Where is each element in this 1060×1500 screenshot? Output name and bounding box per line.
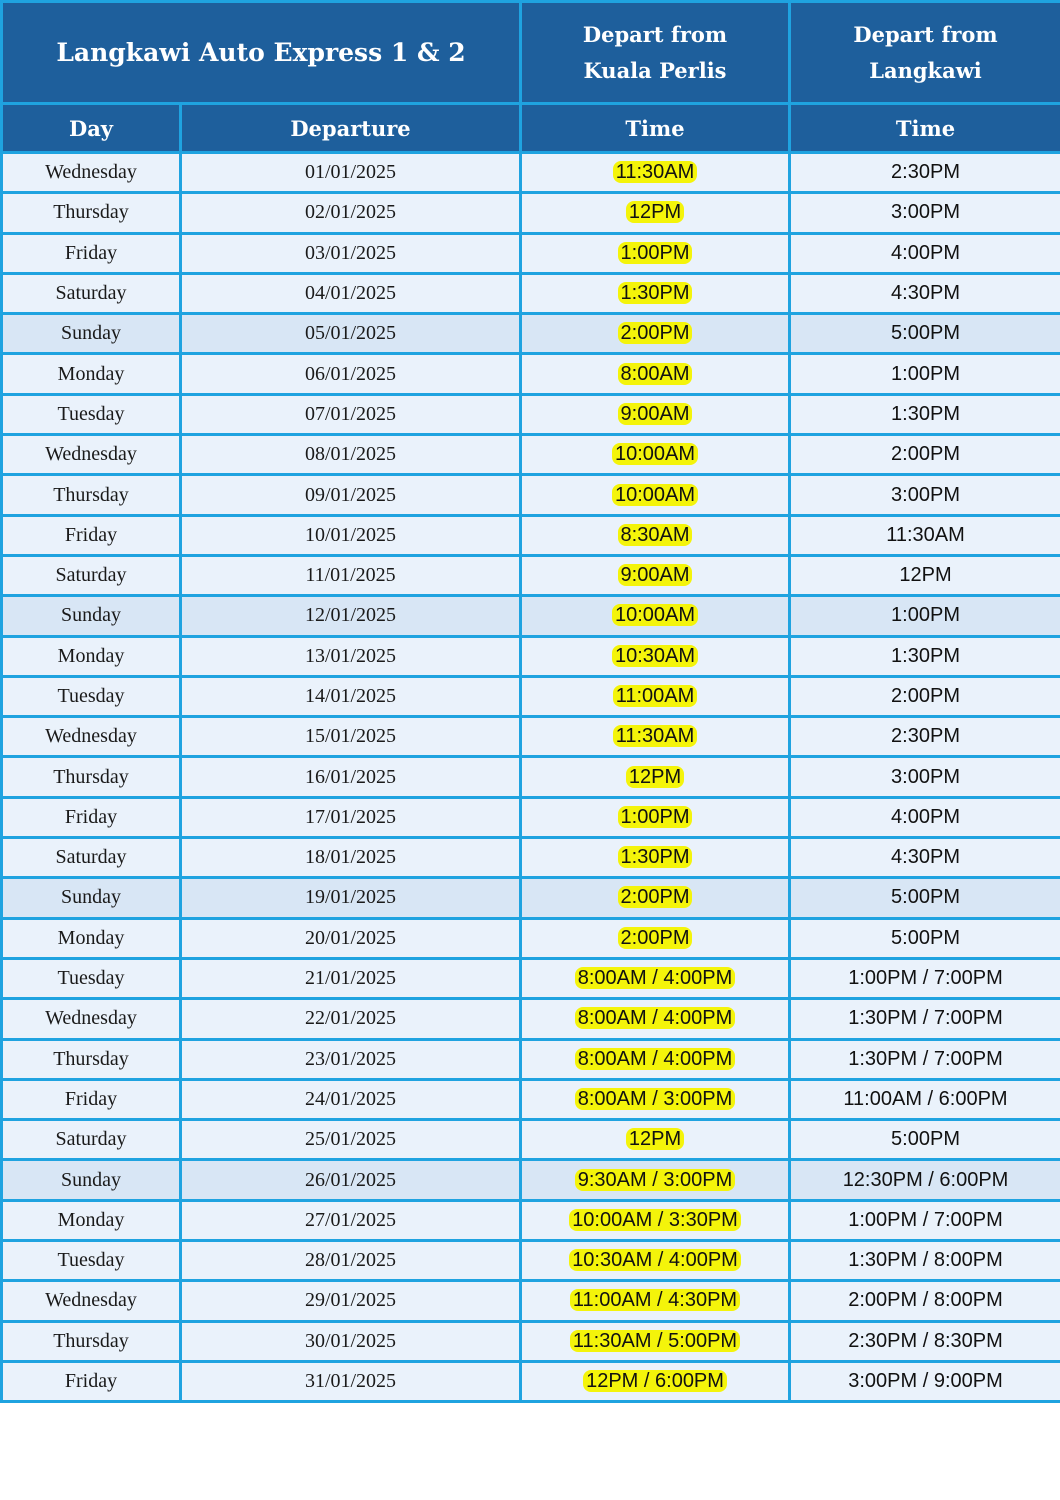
day-cell: [2, 1120, 181, 1160]
kuala-perlis-time-cell: [521, 475, 790, 515]
kuala-perlis-time-cell: [521, 717, 790, 757]
departure-date-cell: [181, 878, 521, 918]
langkawi-time-cell: [790, 1200, 1060, 1240]
day-cell: [2, 515, 181, 555]
kuala-perlis-time-cell: [521, 1039, 790, 1079]
departure-date-cell-text: 01/01/2025: [304, 161, 397, 184]
langkawi-time-cell-text: 12:30PM / 6:00PM: [842, 1168, 1009, 1191]
kuala-perlis-time-cell: [521, 596, 790, 636]
day-cell-text: Monday: [57, 362, 125, 385]
departure-date-cell-text: 14/01/2025: [304, 685, 397, 707]
kuala-perlis-time-cell: [521, 314, 790, 354]
day-cell-text: Friday: [64, 1087, 118, 1110]
day-cell: [2, 314, 181, 354]
departure-date-cell: [181, 838, 521, 878]
table-row: [2, 1281, 1060, 1321]
langkawi-time-cell: [790, 958, 1060, 998]
kuala-perlis-time-cell-text: 2:00PM: [618, 927, 693, 949]
langkawi-time-cell: [790, 1361, 1060, 1401]
table-row: [2, 1160, 1060, 1200]
departure-date-cell: [181, 797, 521, 837]
day-cell: [2, 555, 181, 595]
day-cell-text: Monday: [57, 1208, 125, 1231]
table-row: [2, 797, 1060, 837]
kuala-perlis-time-cell-text: 11:30AM: [613, 161, 698, 183]
day-cell-text: Friday: [64, 241, 118, 264]
table-row: [2, 717, 1060, 757]
departure-date-cell: [181, 394, 521, 434]
day-cell-text: Tuesday: [57, 1249, 125, 1272]
day-cell: [2, 797, 181, 837]
langkawi-time-cell: [790, 435, 1060, 475]
departure-date-cell-text: 09/01/2025: [304, 483, 397, 506]
column-header-time-langkawi: Time: [790, 104, 1060, 153]
day-cell: [2, 838, 181, 878]
column-header-departure: Departure: [181, 104, 521, 153]
day-cell: [2, 1160, 181, 1200]
kuala-perlis-time-cell-text: 2:00PM: [618, 322, 693, 344]
kuala-perlis-time-cell-text: 2:00PM: [618, 886, 693, 908]
day-cell: [2, 1241, 181, 1281]
kuala-perlis-time-cell-text: 10:30AM / 4:00PM: [569, 1249, 741, 1271]
departure-date-cell-text: 05/01/2025: [304, 322, 397, 345]
day-cell: [2, 757, 181, 797]
day-cell: [2, 1281, 181, 1321]
langkawi-time-cell-text: 3:00PM: [891, 483, 960, 506]
kuala-perlis-time-cell: [521, 636, 790, 676]
departure-date-cell: [181, 1281, 521, 1321]
langkawi-time-cell-text: 4:30PM: [891, 846, 960, 869]
kuala-perlis-time-cell-text: 10:00AM: [612, 604, 698, 626]
table-row: [2, 314, 1060, 354]
kuala-perlis-time-cell: [521, 435, 790, 475]
day-cell-text: Sunday: [61, 604, 121, 627]
table-row: [2, 1200, 1060, 1240]
departure-date-cell-text: 15/01/2025: [304, 725, 397, 748]
langkawi-time-cell-text: 5:00PM: [891, 1128, 960, 1151]
langkawi-time-cell: [790, 475, 1060, 515]
day-cell-text: Thursday: [53, 1329, 129, 1352]
day-cell: [2, 717, 181, 757]
departure-date-cell-text: 18/01/2025: [304, 846, 397, 869]
langkawi-time-cell-text: 2:30PM: [891, 725, 960, 748]
langkawi-time-cell-text: 3:00PM: [891, 201, 960, 224]
day-cell-text: Wednesday: [45, 161, 137, 184]
kuala-perlis-time-cell-text: 1:00PM: [618, 806, 693, 828]
departure-date-cell-text: 03/01/2025: [304, 241, 397, 264]
langkawi-time-cell-text: 11:00AM / 6:00PM: [843, 1087, 1008, 1110]
langkawi-time-cell: [790, 515, 1060, 555]
departure-date-cell-text: 30/01/2025: [304, 1329, 397, 1352]
day-cell-text: Tuesday: [57, 685, 125, 707]
title-row: [2, 2, 1060, 104]
kuala-perlis-time-cell: [521, 1361, 790, 1401]
departure-date-cell: [181, 193, 521, 233]
langkawi-time-cell-text: 3:00PM / 9:00PM: [848, 1370, 1003, 1393]
departure-date-cell-text: 29/01/2025: [304, 1289, 397, 1312]
departure-date-cell: [181, 314, 521, 354]
table-row: [2, 636, 1060, 676]
route-header-langkawi: [790, 2, 1060, 104]
langkawi-time-cell: [790, 153, 1060, 193]
departure-date-cell: [181, 1321, 521, 1361]
kuala-perlis-time-cell: [521, 958, 790, 998]
departure-date-cell-text: 20/01/2025: [304, 926, 397, 949]
table-row: [2, 475, 1060, 515]
langkawi-time-cell: [790, 596, 1060, 636]
table-row: [2, 354, 1060, 394]
departure-date-cell-text: 13/01/2025: [304, 644, 397, 667]
day-cell-text: Monday: [57, 644, 125, 667]
langkawi-time-cell: [790, 314, 1060, 354]
departure-date-cell-text: 07/01/2025: [304, 402, 397, 425]
day-cell-text: Monday: [57, 926, 125, 949]
day-cell: [2, 636, 181, 676]
langkawi-time-cell: [790, 1241, 1060, 1281]
kuala-perlis-time-cell: [521, 394, 790, 434]
langkawi-time-cell-text: 5:00PM: [891, 322, 960, 345]
departure-date-cell-text: 04/01/2025: [304, 282, 397, 305]
route-header-line: Depart from: [582, 21, 728, 47]
langkawi-time-cell: [790, 394, 1060, 434]
day-cell-text: Tuesday: [57, 967, 125, 990]
departure-date-cell: [181, 475, 521, 515]
langkawi-time-cell: [790, 636, 1060, 676]
kuala-perlis-time-cell-text: 11:30AM: [613, 725, 698, 747]
table-row: [2, 273, 1060, 313]
kuala-perlis-time-cell-text: 12PM: [626, 1128, 684, 1150]
column-header-row: [2, 104, 1060, 153]
day-cell: [2, 233, 181, 273]
table-row: [2, 676, 1060, 716]
kuala-perlis-time-cell-text: 8:00AM / 3:00PM: [575, 1088, 736, 1110]
table-row: [2, 1361, 1060, 1401]
departure-date-cell-text: 12/01/2025: [304, 604, 397, 627]
langkawi-time-cell-text: 1:00PM: [891, 362, 960, 385]
langkawi-time-cell: [790, 354, 1060, 394]
route-header-line: Kuala Perlis: [583, 57, 727, 83]
kuala-perlis-time-cell: [521, 233, 790, 273]
kuala-perlis-time-cell-text: 1:30PM: [618, 846, 693, 868]
departure-date-cell-text: 17/01/2025: [304, 805, 397, 828]
day-cell-text: Saturday: [55, 1128, 127, 1151]
table-row: [2, 515, 1060, 555]
table-row: [2, 878, 1060, 918]
day-cell: [2, 1321, 181, 1361]
day-cell-text: Saturday: [55, 282, 127, 305]
kuala-perlis-time-cell-text: 12PM: [626, 201, 684, 223]
departure-date-cell: [181, 757, 521, 797]
langkawi-time-cell: [790, 757, 1060, 797]
route-header-line: Depart from: [853, 21, 998, 47]
langkawi-time-cell: [790, 1281, 1060, 1321]
day-cell: [2, 153, 181, 193]
day-cell: [2, 193, 181, 233]
departure-date-cell: [181, 1079, 521, 1119]
day-cell: [2, 999, 181, 1039]
langkawi-time-cell: [790, 1120, 1060, 1160]
departure-date-cell-text: 23/01/2025: [304, 1047, 397, 1070]
schedule-title: Langkawi Auto Express 1 & 2: [2, 2, 521, 104]
day-cell-text: Wednesday: [45, 443, 137, 466]
langkawi-time-cell-text: 2:00PM: [891, 443, 960, 466]
departure-date-cell: [181, 354, 521, 394]
langkawi-time-cell-text: 1:30PM: [891, 644, 960, 667]
route-header-kuala-perlis: [521, 2, 790, 104]
kuala-perlis-time-cell: [521, 1281, 790, 1321]
departure-date-cell-text: 16/01/2025: [304, 765, 397, 788]
day-cell: [2, 958, 181, 998]
departure-date-cell: [181, 153, 521, 193]
kuala-perlis-time-cell-text: 11:00AM: [613, 685, 698, 707]
kuala-perlis-time-cell-text: 8:00AM / 4:00PM: [575, 967, 736, 989]
departure-date-cell: [181, 1160, 521, 1200]
day-cell-text: Saturday: [55, 564, 127, 587]
langkawi-time-cell-text: 2:30PM: [891, 161, 960, 184]
day-cell: [2, 273, 181, 313]
langkawi-time-cell: [790, 1321, 1060, 1361]
route-header-line: Langkawi: [869, 57, 982, 83]
kuala-perlis-time-cell-text: 1:30PM: [618, 282, 693, 304]
departure-date-cell: [181, 717, 521, 757]
kuala-perlis-time-cell: [521, 838, 790, 878]
table-row: [2, 435, 1060, 475]
departure-date-cell-text: 19/01/2025: [304, 886, 397, 909]
day-cell: [2, 1361, 181, 1401]
departure-date-cell: [181, 1241, 521, 1281]
day-cell: [2, 676, 181, 716]
day-cell-text: Friday: [64, 1370, 118, 1393]
langkawi-time-cell: [790, 918, 1060, 958]
langkawi-time-cell-text: 2:30PM / 8:30PM: [848, 1329, 1003, 1352]
kuala-perlis-time-cell-text: 8:00AM: [618, 363, 693, 385]
langkawi-time-cell-text: 4:00PM: [891, 805, 960, 828]
departure-date-cell: [181, 958, 521, 998]
kuala-perlis-time-cell-text: 11:30AM / 5:00PM: [570, 1330, 740, 1352]
day-cell: [2, 1200, 181, 1240]
langkawi-time-cell-text: 1:30PM / 8:00PM: [848, 1249, 1003, 1272]
departure-date-cell: [181, 1039, 521, 1079]
kuala-perlis-time-cell: [521, 757, 790, 797]
day-cell: [2, 1039, 181, 1079]
departure-date-cell: [181, 515, 521, 555]
table-row: [2, 1241, 1060, 1281]
table-row: [2, 1321, 1060, 1361]
langkawi-time-cell-text: 1:30PM / 7:00PM: [848, 1007, 1003, 1030]
departure-date-cell-text: 26/01/2025: [304, 1168, 397, 1191]
langkawi-time-cell: [790, 838, 1060, 878]
langkawi-time-cell-text: 1:30PM: [891, 402, 960, 425]
day-cell: [2, 394, 181, 434]
langkawi-time-cell-text: 3:00PM: [891, 765, 960, 788]
departure-date-cell: [181, 1200, 521, 1240]
kuala-perlis-time-cell-text: 10:00AM / 3:30PM: [569, 1209, 741, 1231]
langkawi-time-cell: [790, 193, 1060, 233]
day-cell-text: Friday: [64, 523, 118, 546]
day-cell: [2, 596, 181, 636]
day-cell-text: Saturday: [55, 846, 127, 869]
departure-date-cell: [181, 918, 521, 958]
departure-date-cell: [181, 636, 521, 676]
kuala-perlis-time-cell: [521, 354, 790, 394]
day-cell-text: Thursday: [53, 483, 129, 506]
kuala-perlis-time-cell: [521, 1079, 790, 1119]
departure-date-cell-text: 31/01/2025: [304, 1370, 397, 1393]
departure-date-cell: [181, 273, 521, 313]
kuala-perlis-time-cell: [521, 1241, 790, 1281]
langkawi-time-cell-text: 1:00PM: [891, 604, 960, 627]
day-cell: [2, 918, 181, 958]
departure-date-cell-text: 24/01/2025: [304, 1087, 397, 1110]
langkawi-time-cell-text: 4:00PM: [891, 241, 960, 264]
departure-date-cell-text: 21/01/2025: [304, 967, 397, 990]
departure-date-cell: [181, 999, 521, 1039]
langkawi-time-cell-text: 1:30PM / 7:00PM: [848, 1047, 1003, 1070]
table-row: [2, 1039, 1060, 1079]
departure-date-cell-text: 25/01/2025: [304, 1128, 397, 1151]
day-cell-text: Sunday: [61, 1168, 121, 1191]
departure-date-cell: [181, 555, 521, 595]
kuala-perlis-time-cell: [521, 676, 790, 716]
kuala-perlis-time-cell: [521, 918, 790, 958]
departure-date-cell-text: 11/01/2025: [305, 564, 396, 587]
departure-date-cell: [181, 233, 521, 273]
kuala-perlis-time-cell-text: 9:30AM / 3:00PM: [575, 1169, 736, 1191]
langkawi-time-cell-text: 5:00PM: [891, 886, 960, 909]
kuala-perlis-time-cell-text: 12PM: [626, 766, 684, 788]
day-cell-text: Sunday: [61, 886, 121, 909]
departure-date-cell: [181, 435, 521, 475]
table-row: [2, 233, 1060, 273]
kuala-perlis-time-cell: [521, 555, 790, 595]
kuala-perlis-time-cell-text: 10:00AM: [612, 484, 698, 506]
langkawi-time-cell-text: 4:30PM: [891, 282, 960, 305]
langkawi-time-cell: [790, 1160, 1060, 1200]
kuala-perlis-time-cell: [521, 193, 790, 233]
langkawi-time-cell: [790, 676, 1060, 716]
kuala-perlis-time-cell: [521, 878, 790, 918]
langkawi-time-cell-text: 11:30AM: [886, 523, 965, 546]
langkawi-time-cell-text: 1:00PM / 7:00PM: [848, 967, 1003, 990]
kuala-perlis-time-cell-text: 9:00AM: [618, 564, 693, 586]
kuala-perlis-time-cell-text: 10:00AM: [612, 443, 698, 465]
departure-date-cell: [181, 1120, 521, 1160]
departure-date-cell-text: 28/01/2025: [304, 1249, 397, 1272]
kuala-perlis-time-cell-text: 8:30AM: [618, 524, 693, 546]
departure-date-cell-text: 10/01/2025: [304, 523, 397, 546]
table-row: [2, 596, 1060, 636]
kuala-perlis-time-cell: [521, 1120, 790, 1160]
table-row: [2, 838, 1060, 878]
kuala-perlis-time-cell: [521, 273, 790, 313]
schedule-body: [2, 153, 1060, 1402]
langkawi-time-cell: [790, 555, 1060, 595]
day-cell-text: Friday: [64, 805, 118, 828]
departure-date-cell: [181, 1361, 521, 1401]
table-row: [2, 958, 1060, 998]
departure-date-cell-text: 27/01/2025: [304, 1208, 397, 1231]
day-cell-text: Wednesday: [45, 1007, 137, 1030]
langkawi-time-cell: [790, 999, 1060, 1039]
langkawi-time-cell: [790, 1079, 1060, 1119]
langkawi-time-cell: [790, 1039, 1060, 1079]
day-cell-text: Wednesday: [45, 1289, 137, 1312]
kuala-perlis-time-cell-text: 12PM / 6:00PM: [583, 1370, 727, 1392]
column-header-time-kuala-perlis: Time: [521, 104, 790, 153]
day-cell-text: Tuesday: [57, 402, 125, 425]
day-cell-text: Wednesday: [45, 725, 137, 748]
departure-date-cell-text: 08/01/2025: [304, 443, 397, 466]
kuala-perlis-time-cell: [521, 1200, 790, 1240]
day-cell-text: Thursday: [53, 1047, 129, 1070]
kuala-perlis-time-cell: [521, 999, 790, 1039]
kuala-perlis-time-cell: [521, 1160, 790, 1200]
day-cell: [2, 354, 181, 394]
kuala-perlis-time-cell: [521, 797, 790, 837]
langkawi-time-cell: [790, 717, 1060, 757]
table-row: [2, 555, 1060, 595]
table-row: [2, 193, 1060, 233]
departure-date-cell: [181, 596, 521, 636]
kuala-perlis-time-cell-text: 1:00PM: [618, 242, 693, 264]
langkawi-time-cell: [790, 797, 1060, 837]
kuala-perlis-time-cell-text: 11:00AM / 4:30PM: [570, 1289, 740, 1311]
langkawi-time-cell-text: 12PM: [899, 564, 952, 587]
table-row: [2, 918, 1060, 958]
table-row: [2, 153, 1060, 193]
day-cell: [2, 435, 181, 475]
langkawi-time-cell: [790, 233, 1060, 273]
day-cell-text: Thursday: [53, 201, 129, 224]
langkawi-time-cell: [790, 273, 1060, 313]
kuala-perlis-time-cell-text: 8:00AM / 4:00PM: [575, 1007, 736, 1029]
table-row: [2, 1079, 1060, 1119]
departure-date-cell-text: 06/01/2025: [304, 362, 397, 385]
table-row: [2, 1120, 1060, 1160]
langkawi-time-cell: [790, 878, 1060, 918]
kuala-perlis-time-cell: [521, 515, 790, 555]
day-cell-text: Thursday: [53, 765, 129, 788]
table-row: [2, 757, 1060, 797]
departure-date-cell: [181, 676, 521, 716]
kuala-perlis-time-cell-text: 9:00AM: [618, 403, 693, 425]
langkawi-time-cell-text: 1:00PM / 7:00PM: [848, 1208, 1003, 1231]
langkawi-time-cell-text: 2:00PM / 8:00PM: [848, 1289, 1003, 1312]
table-head: [2, 2, 1060, 153]
kuala-perlis-time-cell: [521, 153, 790, 193]
day-cell: [2, 475, 181, 515]
kuala-perlis-time-cell: [521, 1321, 790, 1361]
departure-date-cell-text: 22/01/2025: [304, 1007, 397, 1030]
column-header-day: Day: [2, 104, 181, 153]
kuala-perlis-time-cell-text: 8:00AM / 4:00PM: [575, 1048, 736, 1070]
day-cell: [2, 1079, 181, 1119]
table-row: [2, 999, 1060, 1039]
langkawi-time-cell-text: 2:00PM: [891, 685, 960, 707]
kuala-perlis-time-cell-text: 10:30AM: [612, 645, 698, 667]
table-row: [2, 394, 1060, 434]
departure-date-cell-text: 02/01/2025: [304, 201, 397, 224]
day-cell: [2, 878, 181, 918]
day-cell-text: Sunday: [61, 322, 121, 345]
langkawi-time-cell-text: 5:00PM: [891, 926, 960, 949]
